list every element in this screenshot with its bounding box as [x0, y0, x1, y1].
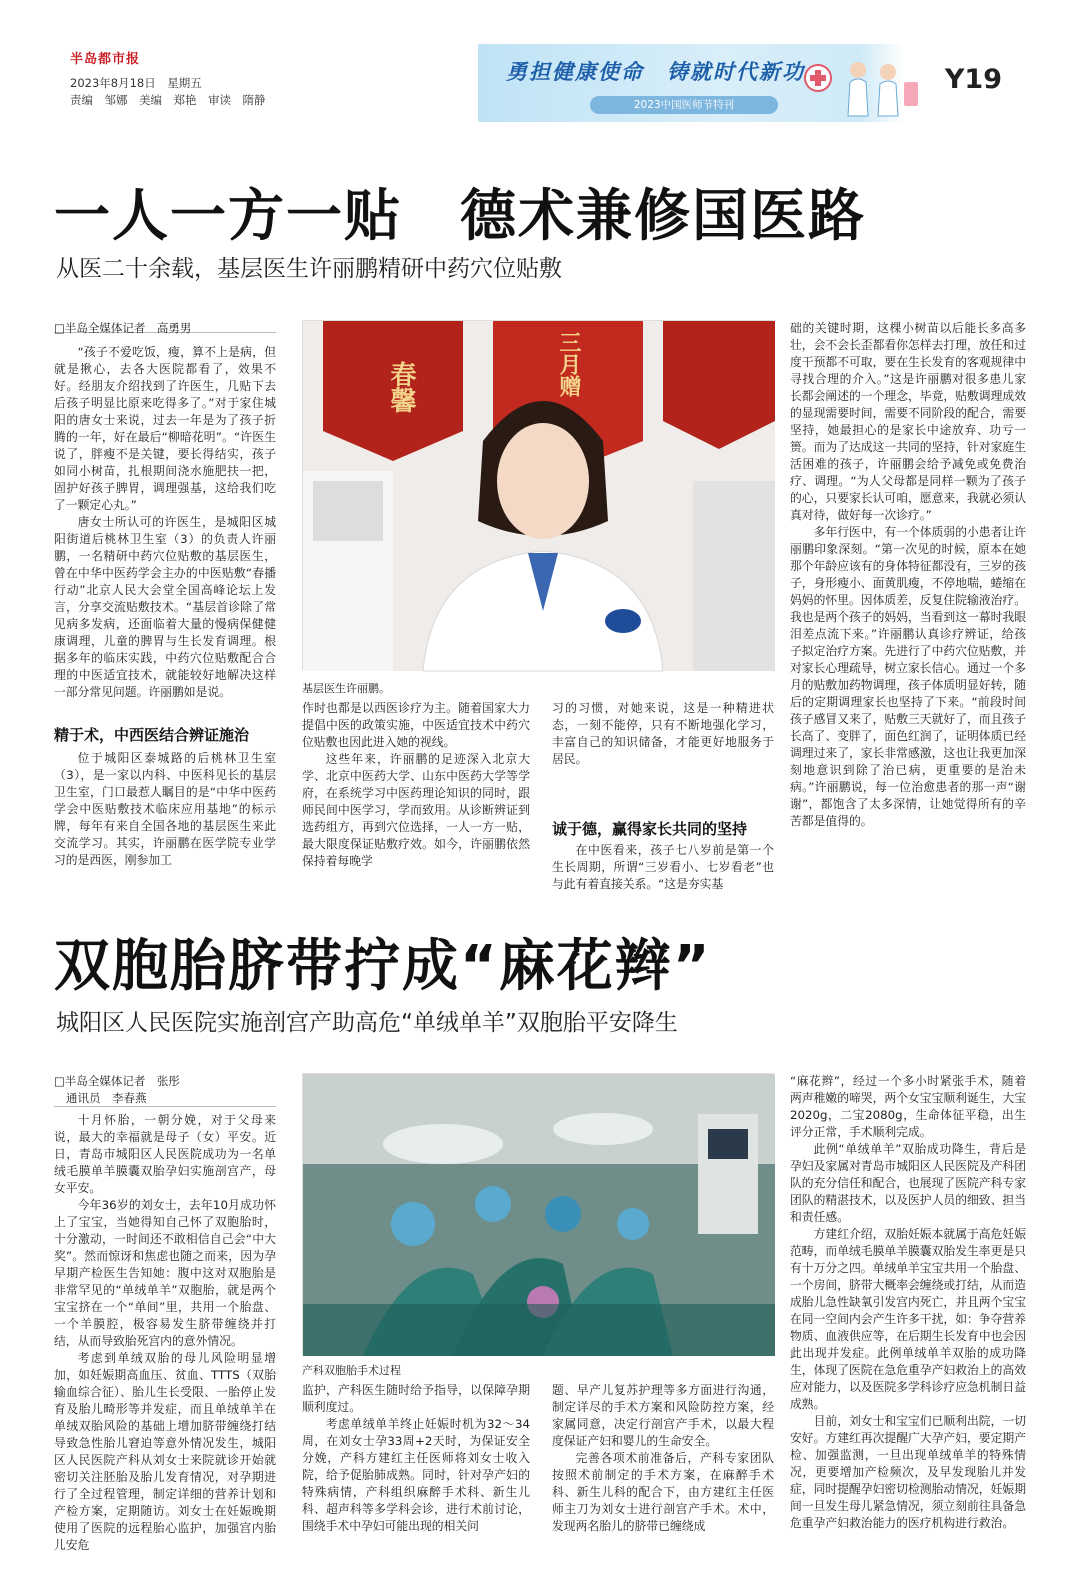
banner-text-right: 三月赠	[556, 331, 581, 397]
article2-headline: 双胞胎脐带拧成“麻花辫”	[54, 934, 712, 999]
paragraph: 监护，产科医生随时给予指导，以保障孕期顺利度过。	[302, 1383, 530, 1414]
page-number: Y19	[944, 64, 1002, 95]
article2-column-2	[302, 1382, 530, 1532]
article2-subheadline: 城阳区人民医院实施剖宫产助高危“单绒单羊”双胞胎平安降生	[56, 1010, 678, 1036]
paragraph: 习的习惯，对她来说，这是一种精进状态，一刻不能停，只有不断地强化学习，丰富自己的知识储备，才能更好地服务于居民。	[552, 701, 774, 766]
paragraph: 完善各项术前准备后，产科专家团队按照术前制定的手术方案，在麻醉手术科、新生儿科的配合下，由方建红主任医师主刀为刘女士进行剖宫产手术。术中，发现两名胎儿的脐带已缠绕成	[552, 1451, 774, 1533]
paragraph: 位于城阳区泰城路的后桃林卫生室（3），是一家以内科、中医科见长的基层卫生室，门口最惹人瞩目的是“中华中医药学会中医贴敷技术临床应用基地”的标示牌，每年有来自全国各地的基层医生来此交流学习。其实，许丽鹏在医学院专业学习的是西医，刚参加工	[54, 751, 276, 867]
article1-byline: □半岛全媒体记者 高勇男	[54, 321, 192, 335]
article1-section-heading-2: 诚于德，赢得家长共同的坚持	[552, 820, 748, 838]
paragraph: 此例“单绒单羊”双胎成功降生，背后是孕妇及家属对青岛市城阳区人民医院及产科团队的充分信任和配合，也展现了医院产科专家团队的精湛技术，以及医护人员的细致、担当和责任感。	[790, 1142, 1026, 1224]
article2-byline-correspondent: 通讯员 李春燕	[66, 1091, 147, 1105]
paragraph: “孩子不爱吃饭，瘦，算不上是病，但就是揪心，去各大医院都看了，效果不好。经朋友介绍找到了许医生，几贴下去后孩子明显比原来吃得多了。”对于家住城阳的唐女士来说，过去一年是为了孩子折腾的一年，好在最后“柳暗花明”。“许医生说了，胖瘦不是关键，要长得结实，孩子如同小树苗，扎根期间浇水施肥扶一把，固护好孩子脾胃，调理强基，这给我们吃了一颗定心丸。”	[54, 345, 276, 512]
banner-text-left: 春馨	[386, 361, 416, 413]
banner-title: 勇担健康使命 铸就时代新功	[506, 59, 805, 84]
doctor-portrait-photo	[302, 320, 774, 670]
paragraph: 方建红介绍，双胎妊娠本就属于高危妊娠范畴，而单绒毛膜单羊膜囊双胎发生率更是只有十万分之四。单绒单羊宝宝共用一个胎盘、一个房间，脐带大概率会缠绕或打结，从而造成胎儿急性缺氧引发宫内死亡，并且两个宝宝在同一空间内会产生许多干扰，如：争夺营养物质、血液供应等，在后期生长发育中也会因此出现并发症。此例单绒单羊双胎的成功降生，体现了医院在急危重孕产妇救治上的高效应对能力，以及医院多学科诊疗应急机制日益成熟。	[790, 1227, 1026, 1411]
article1-column-1	[54, 344, 276, 706]
paragraph: 多年行医中，有一个体质弱的小患者让许丽鹏印象深刻。“第一次见的时候，原本在她那个年龄应该有的身体特征都没有，三岁的孩子，身形瘦小、面黄肌瘦，不停地喘，蜷缩在妈妈的怀里。因体质差，反复住院输液治疗。我也是两个孩子的妈妈，当看到这一幕时我眼泪差点流下来。”许丽鹏认真诊疗辨证，给孩子拟定治疗方案。先进行了中药穴位贴敷，并对家长心理疏导，树立家长信心。通过一个多月的贴敷加药物调理，孩子体质明显好转，随后的定期调理家长也坚持了下来。“前段时间孩子感冒又来了，贴敷三天就好了，而且孩子长高了、变胖了，面色红润了，证明体质已经调理过来了，家长非常感激，这也让我更加深刻地意识到除了治已病，更重要的是治未病。”许丽鹏说，每一位治愈患者的那一声“谢谢”，都饱含了太多深情，让她觉得所有的辛苦都是值得的。	[790, 525, 1026, 828]
paragraph: 唐女士所认可的许医生，是城阳区城阳街道后桃林卫生室（3）的负责人许丽鹏，一名精研中药穴位贴敷的基层医生，曾在中华中医药学会主办的中医贴敷“春播行动”北京人民大会堂全国高峰论坛上发言，分享交流贴敷技术。“基层首诊除了常见病多发病，还面临着大量的慢病保健健康调理，儿童的脾胃与生长发育调理。根据多年的临床实践，中药穴位贴敷配合合理的中医适宜技术，就能较好地解决这样一部分常见问题。许丽鹏如是说。	[54, 515, 276, 699]
paragraph: 目前，刘女士和宝宝们已顺利出院，一切安好。方建红再次提醒广大孕产妇，要定期产检、加强监测，一旦出现单绒单羊的特殊情况，更要增加产检频次，及早发现胎儿并发症，同时提醒孕妇密切检测胎动情况，妊娠期间一旦发生母儿紧急情况，须立刻前往具备急危重孕产妇救治能力的医疗机构进行救治。	[790, 1414, 1026, 1530]
portrait-illustration	[303, 321, 775, 671]
newspaper-logo: 半岛都市报	[70, 52, 141, 67]
article1-subheadline: 从医二十余载，基层医生许丽鹏精研中药穴位贴敷	[56, 256, 562, 282]
article1-column-3b	[552, 842, 774, 891]
paragraph: 考虑单绒单羊终止妊娠时机为32～34周，在刘女士孕33周+2天时，为保证安全分娩，产科方建红主任医师将刘女士收入院，给予促胎肺成熟。同时，针对孕产妇的特殊病情，产科组织麻醉手术科、新生儿科、超声科等多学科会诊，进行术前讨论，围绕手术中孕妇可能出现的相关问	[302, 1417, 530, 1533]
paragraph: 这些年来，许丽鹏的足迹深入北京大学、北京中医药大学、山东中医药大学等学府，在系统学习中医药理论知识的同时，跟师民间中医学习，学而致用。从诊断辨证到选药组方，再到穴位选择，一人一方一贴，最大限度保证贴敷疗效。如今，许丽鹏依然保持着每晚学	[302, 752, 530, 868]
article1-column-1b	[54, 750, 276, 868]
article2-column-1	[54, 1112, 276, 1552]
doctors-illustration-icon	[796, 52, 926, 116]
divider	[54, 1106, 276, 1107]
surgery-illustration	[303, 1074, 775, 1356]
paragraph: 今年36岁的刘女士，去年10月成功怀上了宝宝，当她得知自己怀了双胞胎时，十分激动，一时间还不敢相信自己会“中大奖”。然而惊讶和焦虑也随之而来，因为孕早期产检医生告知她：腹中这对双胞胎是非常罕见的“单绒单羊”双胞胎，就是两个宝宝挤在一个“单间”里，共用一个胎盘、一个羊膜腔，极容易发生脐带缠绕并打结，从而导致胎死宫内的意外情况。	[54, 1198, 276, 1348]
article1-column-3	[552, 700, 774, 766]
banner-subtitle: 2023中国医师节特刊	[590, 96, 778, 114]
article1-column-2	[302, 700, 530, 866]
paragraph: “麻花辫”，经过一个多小时紧张手术，随着两声稚嫩的啼哭，两个女宝宝顺利诞生，大宝2020g，二宝2080g，生命体征平稳，出生评分正常，手术顺利完成。	[790, 1074, 1026, 1139]
article2-column-4	[790, 1073, 1026, 1533]
surgery-photo	[302, 1073, 774, 1355]
paragraph: 题、早产儿复苏护理等多方面进行沟通，制定详尽的手术方案和风险防控方案，经家属同意，决定行剖宫产手术，以最大程度保证产妇和婴儿的生命安全。	[552, 1383, 774, 1448]
paragraph: 在中医看来，孩子七八岁前是第一个生长周期，所谓“三岁看小、七岁看老”也与此有着直接关系。“这是夯实基	[552, 843, 774, 891]
article2-byline-reporter: □半岛全媒体记者 张彤	[54, 1074, 180, 1088]
paragraph: 十月怀胎，一朝分娩，对于父母来说，最大的幸福就是母子（女）平安。近日，青岛市城阳区人民医院成功为一名单绒毛膜单羊膜囊双胎孕妇实施剖宫产，母女平安。	[54, 1113, 276, 1195]
paragraph: 考虑到单绒双胎的母儿风险明显增加，如妊娠期高血压、贫血、TTTS（双胎输血综合征）、胎儿生长受限、一胎停止发育及胎儿畸形等并发症，而且单绒单羊在单绒双胎风险的基础上增加脐带缠绕打结导致急性胎儿窘迫等意外情况发生，城阳区人民医院产科从刘女士来院就诊开始就密切关注胚胎及胎儿发育情况，对孕期进行了全过程管理，制定详细的营养计划和产检方案，定期随访。刘女士在妊娠晚期使用了医院的远程胎心监护，加强宫内胎儿安危	[54, 1351, 276, 1552]
issue-date: 2023年8月18日 星期五	[70, 76, 202, 90]
special-edition-banner	[478, 44, 1024, 122]
article1-photo-caption: 基层医生许丽鹏。	[302, 682, 390, 695]
editor-credits: 责编 邹娜 美编 郑艳 审读 隋静	[70, 93, 266, 107]
paragraph: 础的关键时期，这棵小树苗以后能长多高多壮，会不会长歪都看你怎样去打理，放任和过度干预都不可取，要在生长发育的客观规律中寻找合理的介入。”这是许丽鹏对很多患儿家长都会阐述的一个理念，毕竟，贴敷调理成效的显现需要时间，需要不同阶段的配合，需要坚持，她最担心的是家长中途放弃、功亏一篑。而为了达成这一共同的坚持，针对家庭生活困难的孩子，许丽鹏会给予减免或免费治疗、调理。“为人父母都是同样一颗为了孩子的心，只要家长认可咱，愿意来，我就必须认真对待，做好每一次诊疗。”	[790, 321, 1026, 522]
article2-column-3	[552, 1382, 774, 1532]
paragraph: 作时也都是以西医诊疗为主。随着国家大力提倡中医的政策实施，中医适宜技术中药穴位贴敷也因此进入她的视线。	[302, 701, 530, 749]
article1-section-heading-1: 精于术，中西医结合辨证施治	[54, 726, 250, 744]
article2-photo-caption: 产科双胞胎手术过程	[302, 1364, 401, 1377]
article1-headline: 一人一方一贴 德术兼修国医路	[54, 184, 866, 249]
article1-column-4	[790, 320, 1026, 868]
